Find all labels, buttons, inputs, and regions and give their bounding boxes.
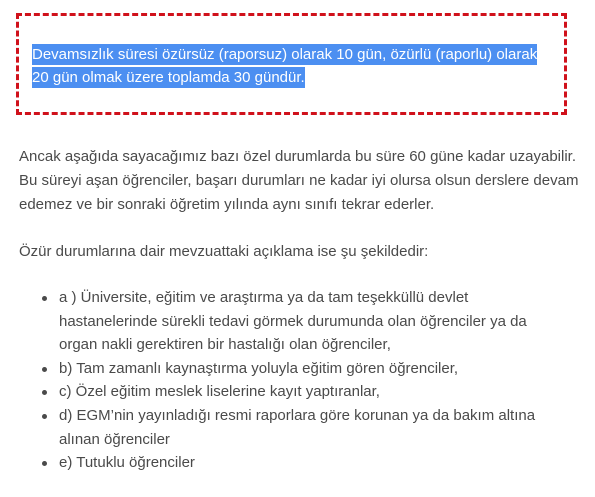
paragraph-absence-limit: Ancak aşağıda sayacağımız bazı özel durumlarda bu süre 60 güne kadar uzayabilir. Bu süreyi aşan öğrenciler, başarı durumları ne kadar iyi olursa olsun derslere devam edemez ve bir sonraki öğretim yılında aynı sınıfı tekrar ederler. [19, 148, 579, 213]
selected-text: Devamsızlık süresi özürsüz (raporsuz) olarak 10 gün, özürlü (raporlu) olarak 20 gün olmak üzere toplamda 30 gündür. [32, 46, 538, 86]
bullet-icon [42, 296, 47, 301]
bullet-icon [42, 461, 47, 466]
list-item [19, 451, 564, 475]
highlight-callout [16, 13, 567, 115]
paragraph-excuse-intro: Özür durumlarına dair mevzuattaki açıklama ise şu şekildedir: [19, 243, 429, 260]
list-item-text: b) Tam zamanlı kaynaştırma yoluyla eğitim gören öğrenciler, [59, 359, 459, 377]
list-item-text: d) EGM’nin yayınladığı resmi raporlara göre korunan ya da bakım altına alınan öğrenciler [59, 406, 536, 448]
bullet-icon [42, 414, 47, 419]
excuse-list [19, 286, 564, 475]
bullet-icon [42, 390, 47, 395]
list-item-text: e) Tutuklu öğrenciler [59, 454, 195, 472]
list-item [19, 380, 564, 404]
list-item [19, 404, 564, 451]
list-item [19, 286, 564, 357]
list-item [19, 357, 564, 381]
highlighted-text [32, 43, 552, 89]
bullet-icon [42, 367, 47, 372]
list-item-text: c) Özel eğitim meslek liselerine kayıt yaptıranlar, [59, 383, 380, 401]
list-item-text: a ) Üniversite, eğitim ve araştırma ya da tam teşekküllü devlet hastanelerinde sürekli tedavi görmek durumunda olan öğrenciler ya da organ nakli gerektiren bir hastalığı olan öğrenciler, [59, 289, 527, 354]
